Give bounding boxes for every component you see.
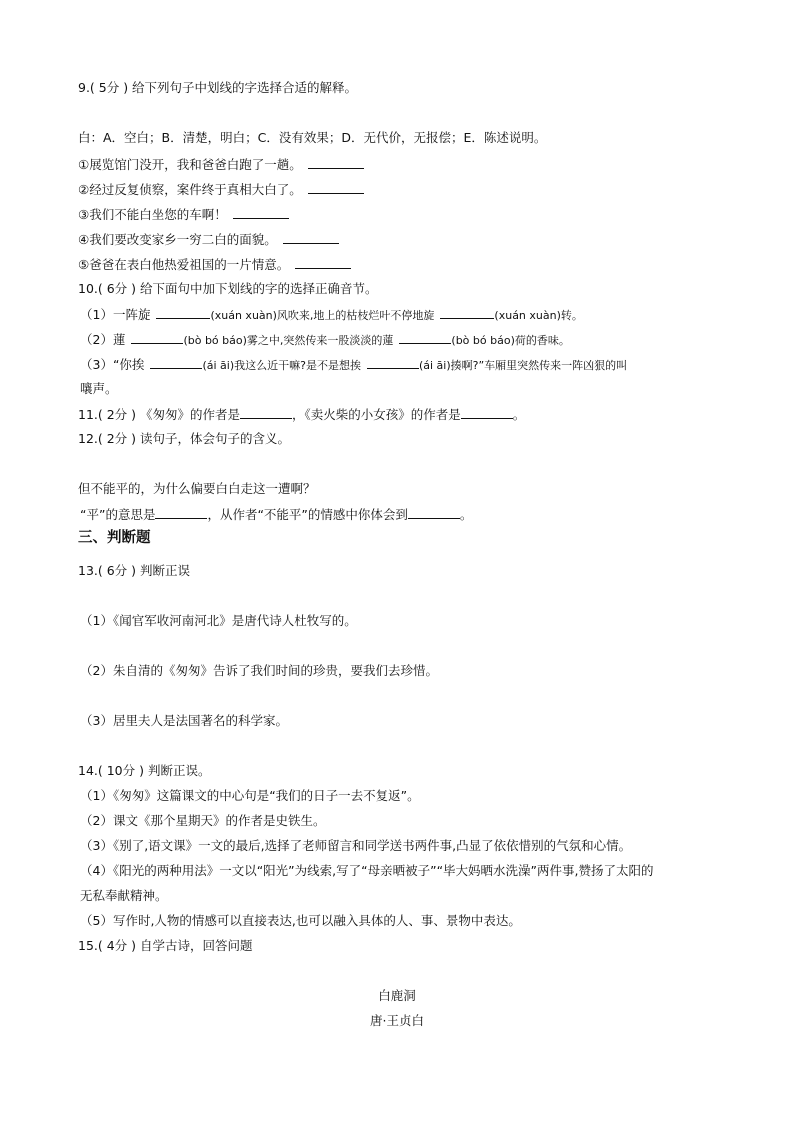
q9-heading: 9.( 5分 ) 给下列句子中划线的字选择合适的解释。 [78,80,358,95]
poem-author: 唐·王贞白 [370,1013,424,1028]
answer-blank[interactable] [150,356,202,369]
q12-sentence: 但不能平的，为什么偏要白白走这一遭啊？ [78,481,316,496]
answer-blank[interactable] [131,331,183,344]
q14-item-2: （2）课文《那个星期天》的作者是史铁生。 [80,813,326,828]
q14-item-1: （1）《匆匆》这篇课文的中心句是“我们的日子一去不复返”。 [80,788,420,803]
q10-item-1: （1）一阵旋 (xuán xuàn)风吹来,地上的枯枝烂叶不停地旋 (xuán xuàn)转。 [80,307,583,322]
q14-item-3: （3）《别了,语文课》一文的最后,选择了老师留言和同学送书两件事,凸显了依依惜别的气氛和心情。 [80,838,632,853]
q13-heading: 13.( 6分 ) 判断正误 [78,563,191,578]
answer-blank[interactable] [367,356,419,369]
q14-heading: 14.( 10分 ) 判断正误。 [78,763,211,778]
q13-item-3: （3）居里夫人是法国著名的科学家。 [80,713,288,728]
answer-blank[interactable] [461,406,513,419]
q10-item-3-cont: 嚷声。 [80,381,118,396]
q10-item-2: （2）蓮 (bò bó báo)雾之中,突然传来一股淡淡的蓮 (bò bó báo)荷的香味。 [80,332,570,347]
answer-blank[interactable] [308,181,364,194]
q9-item-2: ②经过反复侦察，案件终于真相大白了。 [78,181,364,198]
q9-item-3: ③我们不能白坐您的车啊！ [78,206,289,223]
q14-item-4: （4）《阳光的两种用法》一文以“阳光”为线索,写了“母亲晒被子”“毕大妈晒水洗澡”两件事,赞扬了太阳的 [80,863,654,878]
section-heading: 三、判断题 [78,530,151,546]
q9-item-1: ①展览馆门没开，我和爸爸白跑了一趟。 [78,156,364,173]
answer-blank[interactable] [283,231,339,244]
q12-heading: 12.( 2分 ) 读句子，体会句子的含义。 [78,431,291,446]
q13-item-1: （1）《闻官军收河南河北》是唐代诗人杜牧写的。 [80,613,357,628]
answer-blank[interactable] [408,506,460,519]
answer-blank[interactable] [156,306,210,319]
answer-blank[interactable] [233,206,289,219]
poem-title: 白鹿洞 [378,988,416,1003]
answer-blank[interactable] [308,156,364,169]
q13-item-2: （2）朱自清的《匆匆》告诉了我们时间的珍贵，要我们去珍惜。 [80,663,438,678]
q9-options: 白：A．空白；B．清楚，明白；C．没有效果；D．无代价，无报偿；E．陈述说明。 [78,130,547,145]
q15-heading: 15.( 4分 ) 自学古诗，回答问题 [78,938,253,953]
answer-blank[interactable] [295,256,351,269]
q10-item-3: （3）“你挨 (ái āi)我这么近干嘛?是不是想挨 (ái āi)揍啊?”车厢里突然传来一阵凶狠的叫 [80,357,628,372]
q9-item-4: ④我们要改变家乡一穷二白的面貌。 [78,231,339,248]
answer-blank[interactable] [155,506,207,519]
q12-prompt: “平”的意思是 ，从作者“不能平”的情感中你体会到 。 [80,507,473,522]
q10-heading: 10.( 6分 ) 给下面句中加下划线的字的选择正确音节。 [78,281,378,296]
q14-item-4-cont: 无私奉献精神。 [80,888,168,903]
answer-blank[interactable] [399,331,451,344]
q11-line: 11.( 2分 ) 《匆匆》的作者是 ，《卖火柴的小女孩》的作者是 。 [78,407,526,422]
q14-item-5: （5）写作时,人物的情感可以直接表达,也可以融入具体的人、事、景物中表达。 [80,913,521,928]
q9-item-5: ⑤爸爸在表白他热爱祖国的一片情意。 [78,256,351,273]
answer-blank[interactable] [240,406,292,419]
answer-blank[interactable] [440,306,494,319]
